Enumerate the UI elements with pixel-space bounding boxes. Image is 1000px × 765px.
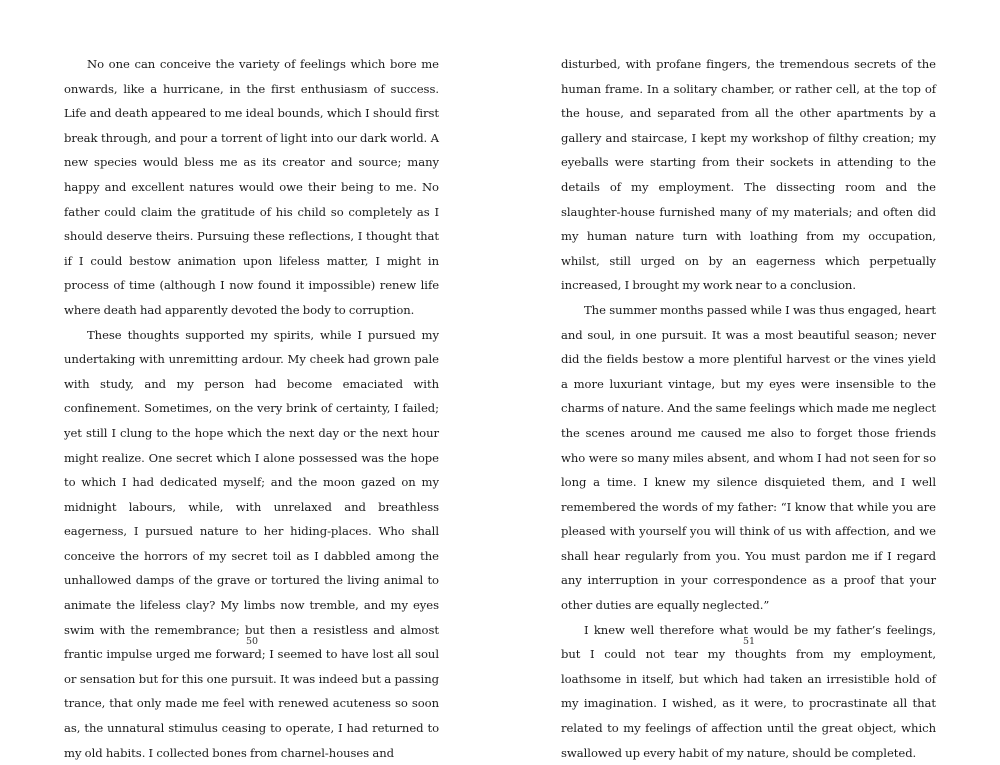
left-page [64,52,439,765]
paragraph: No one can conceive the variety of feelings which bore me onwards, like a hurricane, in the first enthusiasm of success. Life and death appeared to me ideal bounds, which I should first break through, and pour a torrent of light into our dark world. A new species would bless me as its creator and source; many happy and excellent natures would owe their being to me. No father could claim the gratitude of his child so completely as I should deserve theirs. Pursuing these reflections, I thought that if I could bestow animation upon lifeless matter, I might in process of time (although I now found it impossible) renew life where death had apparently devoted the body to corruption. [64,57,439,317]
right-page-text [561,52,936,765]
paragraph: The summer months passed while I was thus engaged, heart and soul, in one pursuit. It was a most beautiful season; never did the fields bestow a more plentiful harvest or the vines yield a more luxuriant vintage, but my eyes were insensible to the charms of nature. And the same feelings which made me neglect the scenes around me caused me also to forget those friends who were so many miles absent, and whom I had not seen for so long a time. I knew my silence disquieted them, and I well remembered the words of my father: “I know that while you are pleased with yourself you will think of us with affection, and we shall hear regularly from you. You must pardon me if I regard any interruption in your correspondence as a proof that your other duties are equally neglected.” [561,302,936,613]
left-page-number: 50 [245,636,259,647]
paragraph: These thoughts supported my spirits, while I pursued my undertaking with unremitting ardour. My cheek had grown pale with study, and my person had become emaciated with confinement. Sometimes, on the very brink of certainty, I failed; yet still I clung to the hope which the next day or the next hour might realize. One secret which I alone possessed was the hope to which I had dedicated myself; and the moon gazed on my midnight labours, while, with unrelaxed and breathless eagerness, I pursued nature to her hiding-places. Who shall conceive the horrors of my secret toil as I dabbled among the unhallowed damps of the grave or tortured the living animal to animate the lifeless clay? My limbs now tremble, and my eyes swim with the remembrance; but then a resistless and almost frantic impulse urged me forward; I seemed to have lost all soul or sensation but for this one pursuit. It was indeed but a passing trance, that only made me feel with renewed acuteness so soon as, the unnatural stimulus ceasing to operate, I had returned to my old habits. I collected bones from charnel-houses and [64,327,439,760]
continued-paragraph: disturbed, with profane fingers, the tremendous secrets of the human frame. In a solitary chamber, or rather cell, at the top of the house, and separated from all the other apartments by a gallery and staircase, I kept my workshop of filthy creation; my eyeballs were starting from their sockets in attending to the details of my employment. The dissecting room and the slaughter-house furnished many of my materials; and often did my human nature turn with loathing from my occupation, whilst, still urged on by an eagerness which perpetually increased, I brought my work near to a conclusion. [561,57,936,293]
paragraph: I knew well therefore what would be my father’s feelings, but I could not tear my thoughts from my employment, loathsome in itself, but which had taken an irresistible hold of my imagination. I wished, as it were, to procrastinate all that related to my feelings of affection until the great object, which swallowed up every habit of my nature, should be completed. [561,622,936,760]
right-page [561,52,936,765]
right-page-number: 51 [742,636,756,647]
left-page-text [64,52,439,765]
